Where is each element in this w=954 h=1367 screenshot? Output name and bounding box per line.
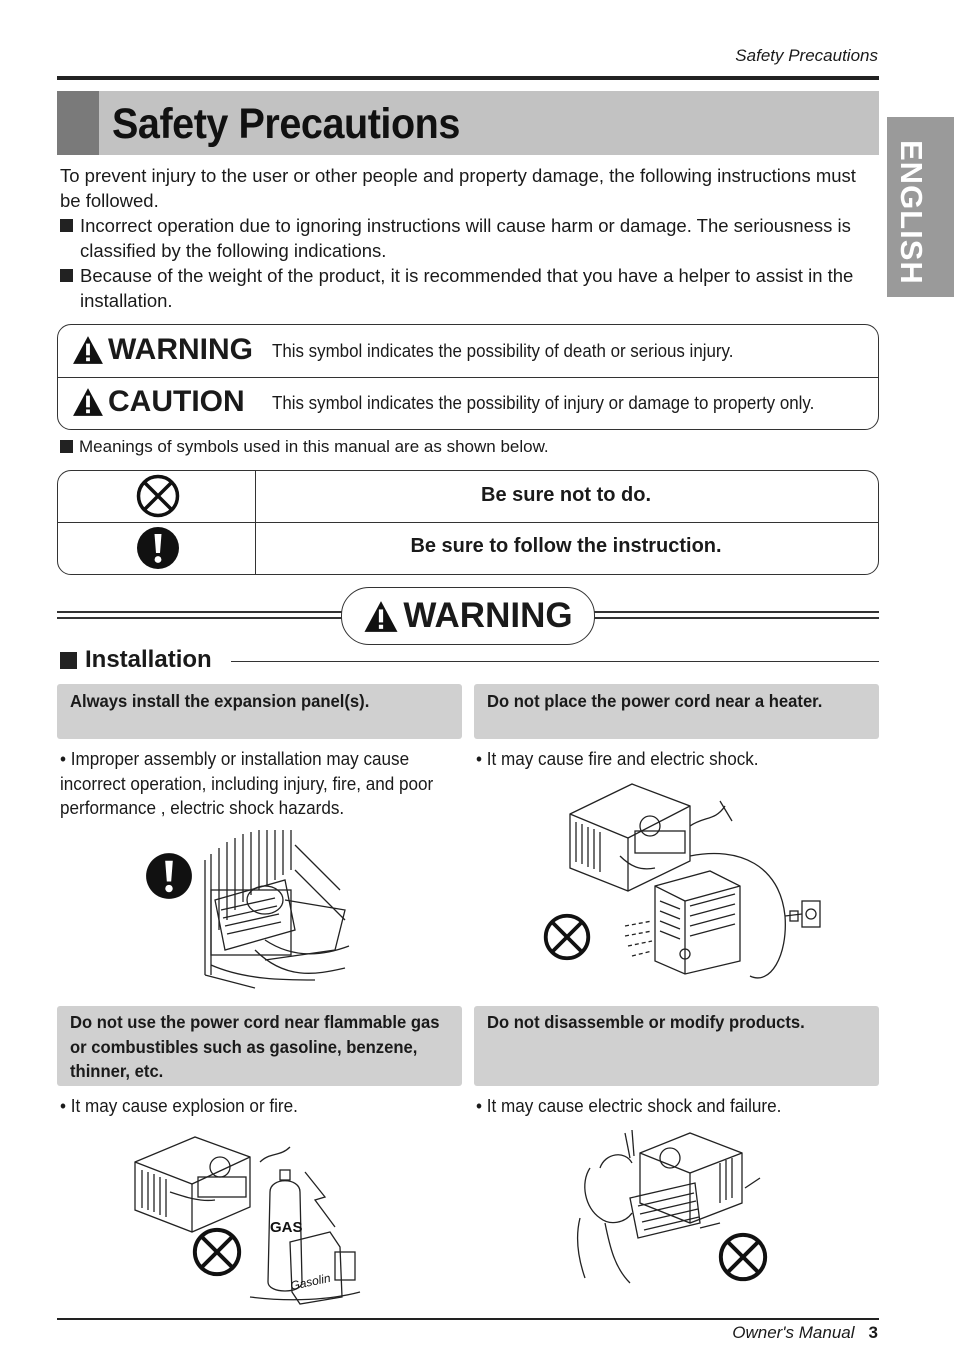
footer-manual: Owner's Manual bbox=[732, 1323, 855, 1342]
square-bullet-icon bbox=[60, 269, 73, 282]
prohibited-label: Be sure not to do. bbox=[481, 484, 651, 506]
warning-triangle-icon bbox=[72, 335, 104, 365]
warning-signal bbox=[72, 333, 253, 367]
item-title: Do not disassemble or modify products. bbox=[487, 1012, 805, 1032]
disassemble-illustration bbox=[570, 1128, 775, 1288]
item-text: • It may cause explosion or fire. bbox=[60, 1096, 298, 1116]
warning-banner-text: WARNING bbox=[403, 596, 573, 635]
item-text: • Improper assembly or installation may cause incorrect operation, including injury, fire, and poor performance , electric shock hazards. bbox=[60, 749, 434, 818]
square-bullet-icon bbox=[60, 440, 73, 453]
mandatory-icon bbox=[136, 526, 180, 570]
caution-triangle-icon bbox=[72, 387, 104, 417]
prohibited-icon bbox=[136, 474, 180, 518]
square-bullet-icon bbox=[60, 219, 73, 232]
warning-signal-word: WARNING bbox=[108, 333, 253, 366]
item-text: • It may cause fire and electric shock. bbox=[476, 749, 759, 769]
signal-divider bbox=[58, 377, 878, 378]
section-title: Installation bbox=[85, 646, 212, 673]
section-heading bbox=[60, 646, 212, 674]
footer-rule bbox=[57, 1318, 879, 1320]
meanings-note-text: Meanings of symbols used in this manual are as shown below. bbox=[79, 437, 549, 456]
banner-rule bbox=[57, 611, 342, 613]
footer bbox=[732, 1323, 878, 1343]
heater-cord-illustration bbox=[540, 776, 830, 986]
symbols-row-divider bbox=[58, 522, 878, 523]
item-title: Always install the expansion panel(s). bbox=[70, 691, 370, 711]
item-title: Do not use the power cord near flammable gas or combustibles such as gasoline, benzene, thinner, etc. bbox=[70, 1012, 440, 1081]
page-number: 3 bbox=[868, 1323, 878, 1342]
gas-label: GAS bbox=[270, 1219, 303, 1236]
flammable-gas-illustration bbox=[130, 1132, 370, 1307]
intro-bullet bbox=[60, 263, 880, 313]
square-bullet-icon bbox=[60, 652, 77, 669]
item-text: • It may cause electric shock and failure. bbox=[476, 1096, 782, 1116]
warning-signal-desc: This symbol indicates the possibility of death or serious injury. bbox=[272, 341, 734, 361]
caution-signal-word: CAUTION bbox=[108, 385, 245, 418]
section-rule bbox=[231, 661, 879, 662]
intro-block bbox=[60, 163, 880, 313]
meanings-note bbox=[60, 437, 549, 457]
banner-rule bbox=[593, 611, 879, 613]
expansion-panel-illustration bbox=[145, 830, 449, 990]
page-title: Safety Precautions bbox=[112, 100, 460, 148]
mandatory-label: Be sure to follow the instruction. bbox=[410, 535, 722, 557]
banner-rule bbox=[593, 617, 879, 619]
gasoline-label: Gasolin bbox=[289, 1270, 332, 1293]
intro-bullet bbox=[60, 213, 880, 263]
language-tab-label: ENGLISH bbox=[894, 140, 929, 285]
header-rule bbox=[57, 76, 879, 80]
running-header: Safety Precautions bbox=[735, 46, 878, 65]
title-accent bbox=[57, 91, 99, 155]
intro-bullet-text: Incorrect operation due to ignoring instructions will cause harm or damage. The seriousness is classified by the following indications. bbox=[80, 215, 851, 261]
caution-signal-desc: This symbol indicates the possibility of injury or damage to property only. bbox=[272, 393, 815, 413]
item-title: Do not place the power cord near a heater. bbox=[487, 691, 823, 711]
caution-signal bbox=[72, 385, 245, 419]
warning-banner bbox=[341, 587, 595, 645]
warning-triangle-icon bbox=[363, 600, 399, 633]
intro-bullet-text: Because of the weight of the product, it is recommended that you have a helper to assist in the installation. bbox=[80, 265, 854, 311]
banner-rule bbox=[57, 617, 342, 619]
intro-paragraph: To prevent injury to the user or other people and property damage, the following instructions must be followed. bbox=[60, 165, 856, 211]
